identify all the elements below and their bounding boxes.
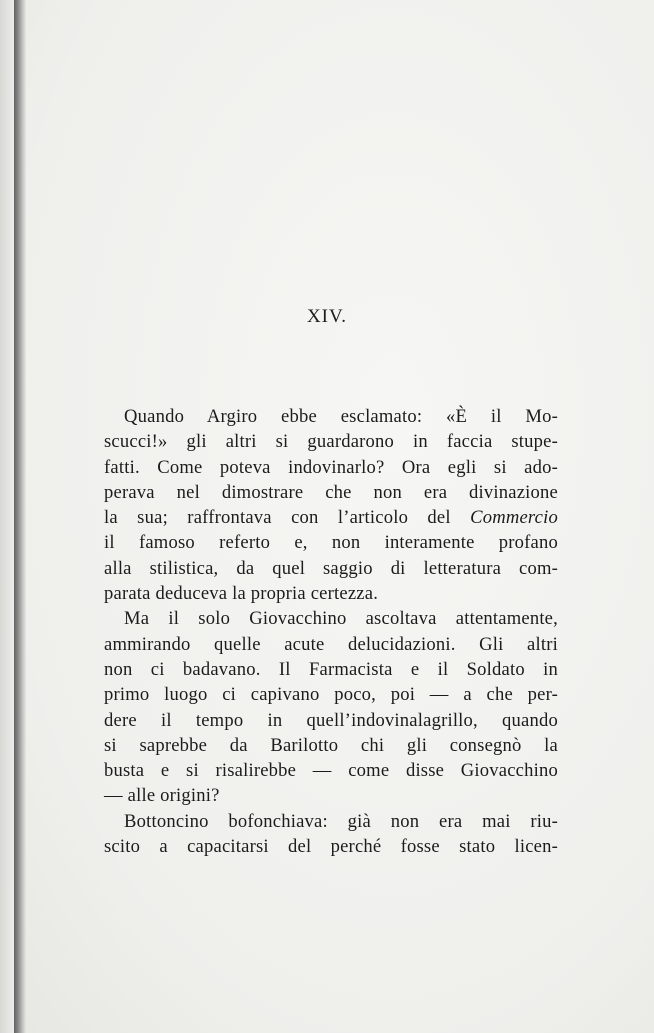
text-line: Bottoncino bofonchiava: già non era mai riu- xyxy=(124,810,558,832)
text-line: scucci!» gli altri si guardarono in faccia stupe- xyxy=(104,431,558,453)
italic-title: Commercio xyxy=(470,507,558,529)
book-spine-shadow xyxy=(14,0,26,1033)
text-line: primo luogo ci capivano poco, poi — a che per- xyxy=(104,684,558,706)
text-line: parata deduceva la propria certezza. xyxy=(104,583,379,605)
text-line: dere il tempo in quell’indovinalagrillo, quando xyxy=(104,709,558,731)
text-line: — alle origini? xyxy=(104,785,220,807)
text-segment: la sua; raffrontava con l’articolo del xyxy=(104,507,471,529)
text-line: non ci badavano. Il Farmacista e il Soldato in xyxy=(104,658,558,680)
text-line: perava nel dimostrare che non era divinazione xyxy=(104,481,558,503)
text-line: il famoso referto e, non interamente profano xyxy=(104,532,558,554)
text-line: ammirando quelle acute delucidazioni. Gli altri xyxy=(104,633,558,655)
text-line xyxy=(104,505,558,530)
page-edge xyxy=(0,0,14,1033)
text-line: busta e si risalirebbe — come disse Giovacchino xyxy=(104,760,558,782)
text-line: alla stilistica, da quel saggio di letteratura com- xyxy=(104,557,558,579)
chapter-heading: XIV. xyxy=(306,306,348,327)
text-line: scito a capacitarsi del perché fosse stato licen- xyxy=(104,836,558,858)
text-line: Quando Argiro ebbe esclamato: «È il Mo- xyxy=(124,406,558,427)
body-text xyxy=(104,404,558,859)
text-line: fatti. Come poteva indovinarlo? Ora egli si ado- xyxy=(104,456,558,478)
text-line: Ma il solo Giovacchino ascoltava attentamente, xyxy=(124,608,558,630)
text-line: si saprebbe da Barilotto chi gli consegnò la xyxy=(104,734,558,756)
